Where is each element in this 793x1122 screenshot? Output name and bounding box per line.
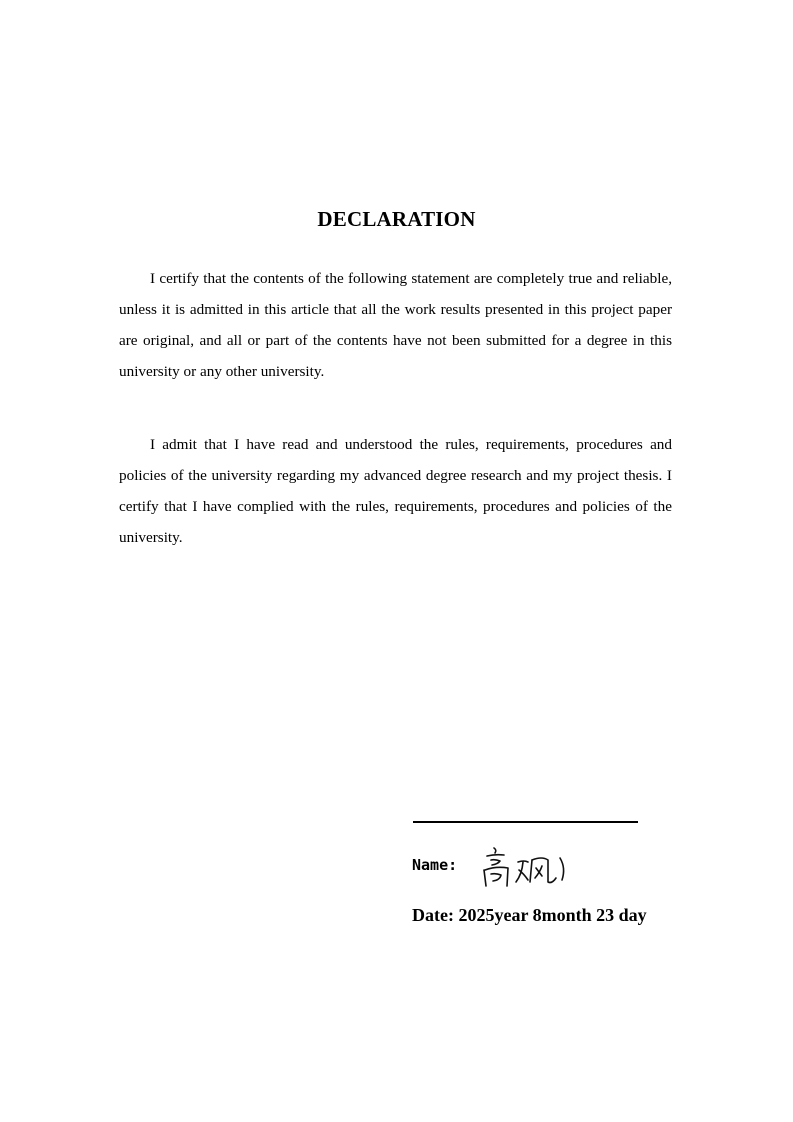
page-title: DECLARATION xyxy=(317,207,476,231)
handwritten-signature xyxy=(480,846,572,888)
date-line: Date: 2025year 8month 23 day xyxy=(412,905,647,925)
name-label: Name: xyxy=(412,856,458,874)
declaration-paragraph-2: I admit that I have read and understood the rules, requirements, procedures and policies of the university regarding my advanced degree research and my project thesis. I certify that I have complied with the rules, requirements, procedures and policies of the university. xyxy=(119,436,672,546)
declaration-paragraph-1: I certify that the contents of the following statement are completely true and reliable, unless it is admitted in this article that all the work results presented in this project paper are original, and all or part of the contents have not been submitted for a degree in this university or any other university. xyxy=(119,270,672,380)
signature-line xyxy=(413,821,638,823)
